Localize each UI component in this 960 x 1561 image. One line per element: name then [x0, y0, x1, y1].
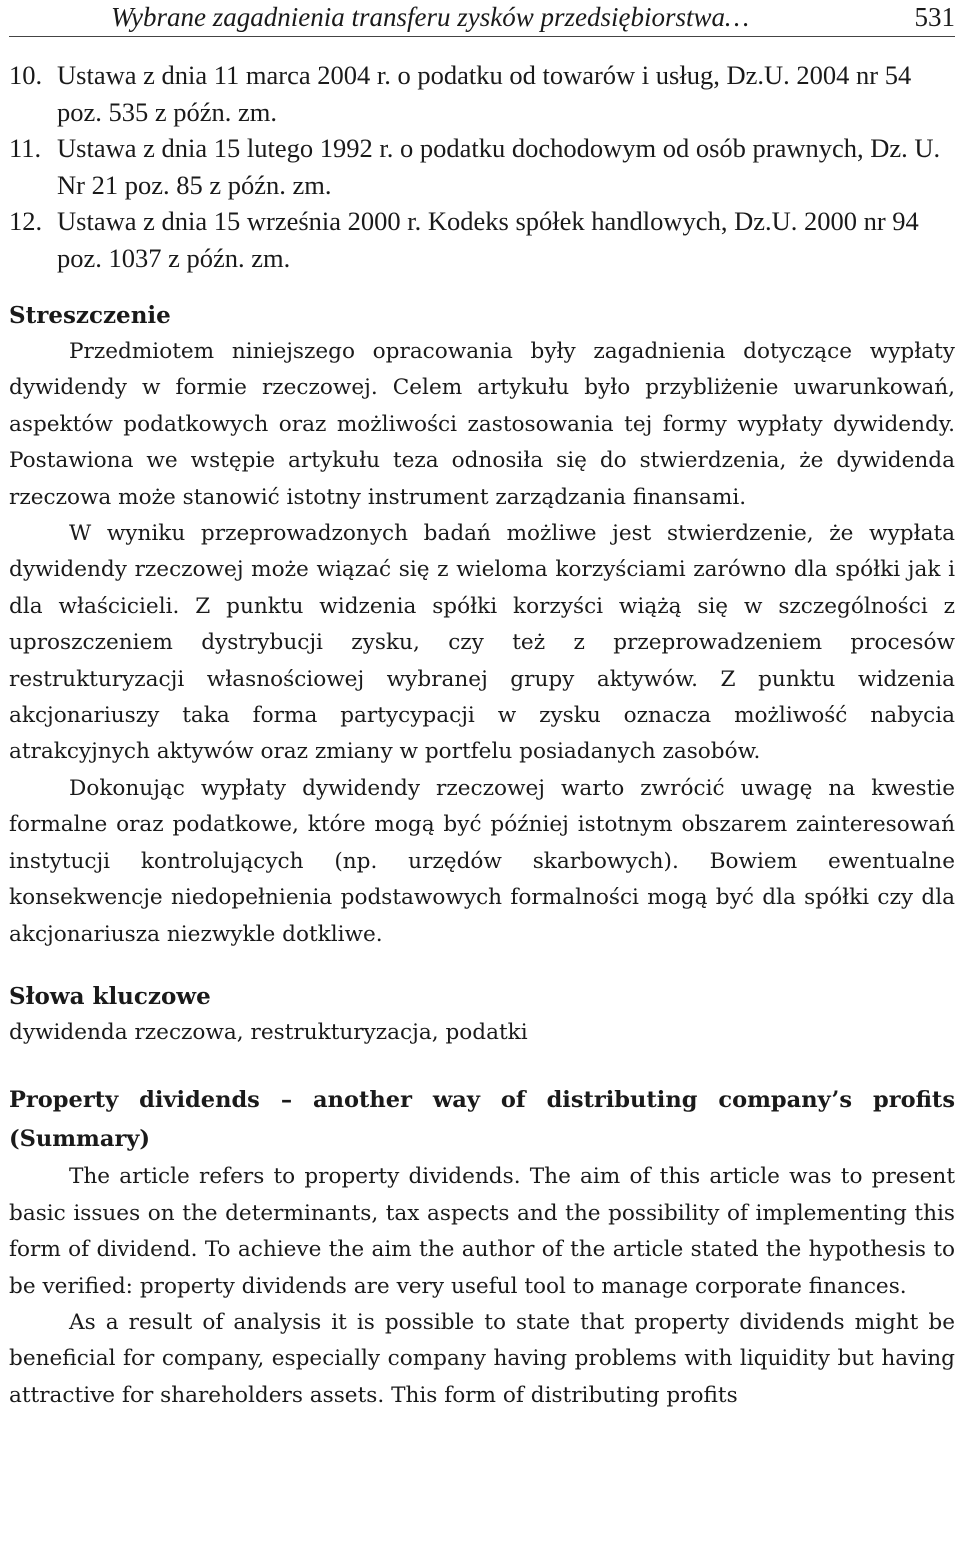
reference-text: Ustawa z dnia 15 lutego 1992 r. o podatku dochodowym od osób prawnych, Dz. U. Nr 21 poz. 85 z późn. zm. [57, 133, 941, 200]
page-number: 531 [914, 2, 955, 32]
reference-number: 12. [9, 206, 43, 236]
reference-item [9, 203, 955, 276]
keywords-heading: Słowa kluczowe [9, 982, 211, 1010]
reference-text: Ustawa z dnia 11 marca 2004 r. o podatku od towarów i usług, Dz.U. 2004 nr 54 poz. 535 z późn. zm. [57, 60, 912, 127]
running-title: Wybrane zagadnienia transferu zysków przedsiębiorstwa… [111, 2, 750, 32]
summary-en-paragraph: The article refers to property dividends. The aim of this article was to present basic issues on the determinants, tax aspects and the possibility of implementing this form of dividend. To achieve the aim the author of the article stated the hypothesis to be verified: property dividends are very useful tool to manage corporate finances. [9, 1164, 955, 1299]
reference-number: 11. [9, 133, 42, 163]
summary-pl-section [9, 298, 955, 953]
running-header [9, 0, 955, 37]
summary-pl-paragraph: Przedmiotem niniejszego opracowania były zagadnienia dotyczące wypłaty dywidendy w formie rzeczowej. Celem artykułu było przybliżenie uwarunkowań, aspektów podatkowych oraz możliwości zastosowania tej formy wypłaty dywidendy. Postawiona we wstępie artykułu teza odnosiła się do stwierdzenia, że dywidenda rzeczowa może stanowić istotny instrument zarządzania finansami. [9, 339, 955, 510]
keywords-section [9, 979, 955, 1051]
reference-text: Ustawa z dnia 15 września 2000 r. Kodeks spółek handlowych, Dz.U. 2000 nr 94 poz. 1037 z późn. zm. [57, 206, 919, 273]
summary-en-paragraph: As a result of analysis it is possible to state that property dividends might be beneficial for company, especially company having problems with liquidity but having attractive for shareholders assets. This form of distributing profits [9, 1309, 955, 1408]
summary-pl-paragraph: Dokonując wypłaty dywidendy rzeczowej warto zwrócić uwagę na kwestie formalne oraz podatkowe, które mogą być później istotnym obszarem zainteresowań instytucji kontrolujących (np. urzędów skarbowych). Bowiem ewentualne konsekwencje niedopełnienia podstawowych formalności mogą być dla spółki czy dla akcjonariusza niezwykle dotkliwe. [9, 775, 955, 947]
reference-item [9, 57, 955, 130]
summary-en-section [9, 1081, 955, 1414]
keywords-text: dywidenda rzeczowa, restrukturyzacja, podatki [9, 1019, 528, 1045]
reference-number: 10. [9, 60, 43, 90]
reference-item [9, 130, 955, 203]
summary-en-title: Property dividends – another way of distributing company’s profits (Summary) [9, 1087, 955, 1153]
summary-pl-heading: Streszczenie [9, 302, 171, 329]
reference-list [9, 57, 955, 276]
page [9, 0, 955, 1414]
summary-pl-paragraph: W wyniku przeprowadzonych badań możliwe jest stwierdzenie, że wypłata dywidendy rzeczowej może wiązać się z wieloma korzyściami zarówno dla spółki jak i dla właścicieli. Z punktu widzenia spółki korzyści wiążą się w szczególności z uproszczeniem dystrybucji zysku, czy też z przeprowadzeniem procesów restrukturyzacji własnościowej wybranej grupy aktywów. Z punktu widzenia akcjonariuszy taka forma partycypacji w zysku oznacza możliwość nabycia atrakcyjnych aktywów oraz zmiany w portfelu posiadanych zasobów. [9, 521, 955, 765]
